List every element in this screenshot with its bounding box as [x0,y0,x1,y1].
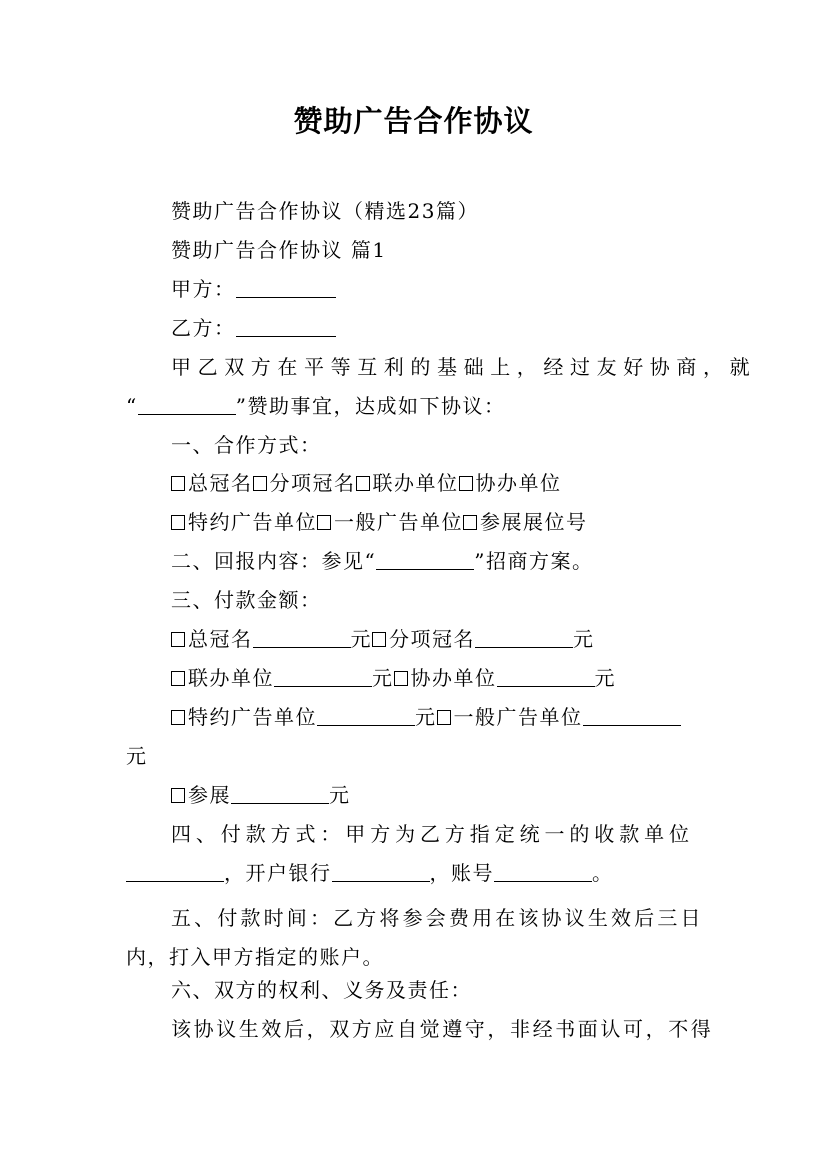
checkbox-icon[interactable] [171,632,185,647]
cooperation-options-row-2 [171,509,588,535]
option-label: 协办单位 [475,471,562,495]
amount-label: 协办单位 [410,666,497,690]
amount-row-3 [171,704,681,730]
amount-label: 参展 [188,783,231,807]
account-label: ，账号 [429,861,494,885]
cooperation-options-row-1 [171,470,562,496]
yuan-label: 元 [350,627,372,651]
party-b-label: 乙方： [171,316,236,340]
yuan-label: 元 [329,783,351,807]
checkbox-icon[interactable] [463,515,477,530]
option-label: 一般广告单位 [334,510,463,534]
yuan-label: 元 [372,666,394,690]
party-b-blank [236,318,336,337]
plan-name-blank [376,551,474,570]
option-label: 参展展位号 [480,510,588,534]
amount-blank [274,668,372,687]
yuan-label: 元 [594,666,616,690]
amount-row-2 [171,665,616,691]
amount-label: 分项冠名 [389,627,475,651]
amount-row-3-continued: 元 [126,744,148,768]
option-label: 特约广告单位 [188,510,317,534]
party-a-line [171,276,336,302]
checkbox-icon[interactable] [356,476,370,491]
section-5-paragraph: 五、付款时间：乙方将参会费用在该协议生效后三日内，打入甲方指定的账户。 [126,906,702,969]
checkbox-icon[interactable] [372,632,386,647]
checkbox-icon[interactable] [394,671,408,686]
amount-label: 一般广告单位 [453,705,583,729]
amount-blank [253,629,351,648]
amount-blank [231,785,329,804]
section-2-line [171,548,593,574]
bank-blank [332,863,430,882]
section-4-line-1: 四、付款方式：甲方为乙方指定统一的收款单位 [171,822,694,846]
intro-open-quote: “ [126,394,138,418]
amount-row-4 [171,782,351,808]
amount-label: 联办单位 [188,666,274,690]
checkbox-icon[interactable] [171,710,185,725]
bank-label: ，开户银行 [224,861,332,885]
amount-row-1 [171,626,595,652]
section-4-line-2 [126,860,614,886]
section-3-heading: 三、付款金额： [171,588,322,612]
chapter-heading: 赞助广告合作协议 篇1 [171,238,387,262]
amount-blank [317,707,415,726]
option-label: 总冠名 [188,471,253,495]
amount-blank [475,629,573,648]
payee-blank [126,863,224,882]
checkbox-icon[interactable] [171,476,185,491]
section-2-text-b: ”招商方案。 [474,549,594,573]
party-b-line [171,315,336,341]
checkbox-icon[interactable] [171,515,185,530]
section-6-heading: 六、双方的权利、义务及责任： [171,978,472,1002]
intro-close-text: ”赞助事宜，达成如下协议： [235,394,506,418]
intro-line-1: 甲乙双方在平等互利的基础上，经过友好协商，就 [171,355,757,379]
checkbox-icon[interactable] [317,515,331,530]
account-blank [494,863,592,882]
intro-line-2 [126,393,505,419]
amount-label: 特约广告单位 [188,705,317,729]
document-subtitle: 赞助广告合作协议（精选23篇） [171,199,479,223]
checkbox-icon[interactable] [437,710,451,725]
option-label: 分项冠名 [269,471,356,495]
checkbox-icon[interactable] [253,476,267,491]
party-a-blank [236,279,336,298]
option-label: 联办单位 [372,471,459,495]
section-6-paragraph-start: 该协议生效后，双方应自觉遵守，非经书面认可，不得 [171,1017,714,1041]
amount-blank [497,668,595,687]
amount-blank [583,707,681,726]
section-1-heading: 一、合作方式： [171,433,322,457]
checkbox-icon[interactable] [171,671,185,686]
yuan-label: 元 [573,627,595,651]
party-a-label: 甲方： [171,277,236,301]
yuan-label: 元 [415,705,437,729]
amount-label: 总冠名 [188,627,253,651]
checkbox-icon[interactable] [459,476,473,491]
section-4-end: 。 [592,861,614,885]
event-name-blank [138,396,236,415]
section-2-text-a: 二、回报内容：参见“ [171,549,377,573]
document-title: 赞助广告合作协议 [293,104,534,138]
checkbox-icon[interactable] [171,788,185,803]
